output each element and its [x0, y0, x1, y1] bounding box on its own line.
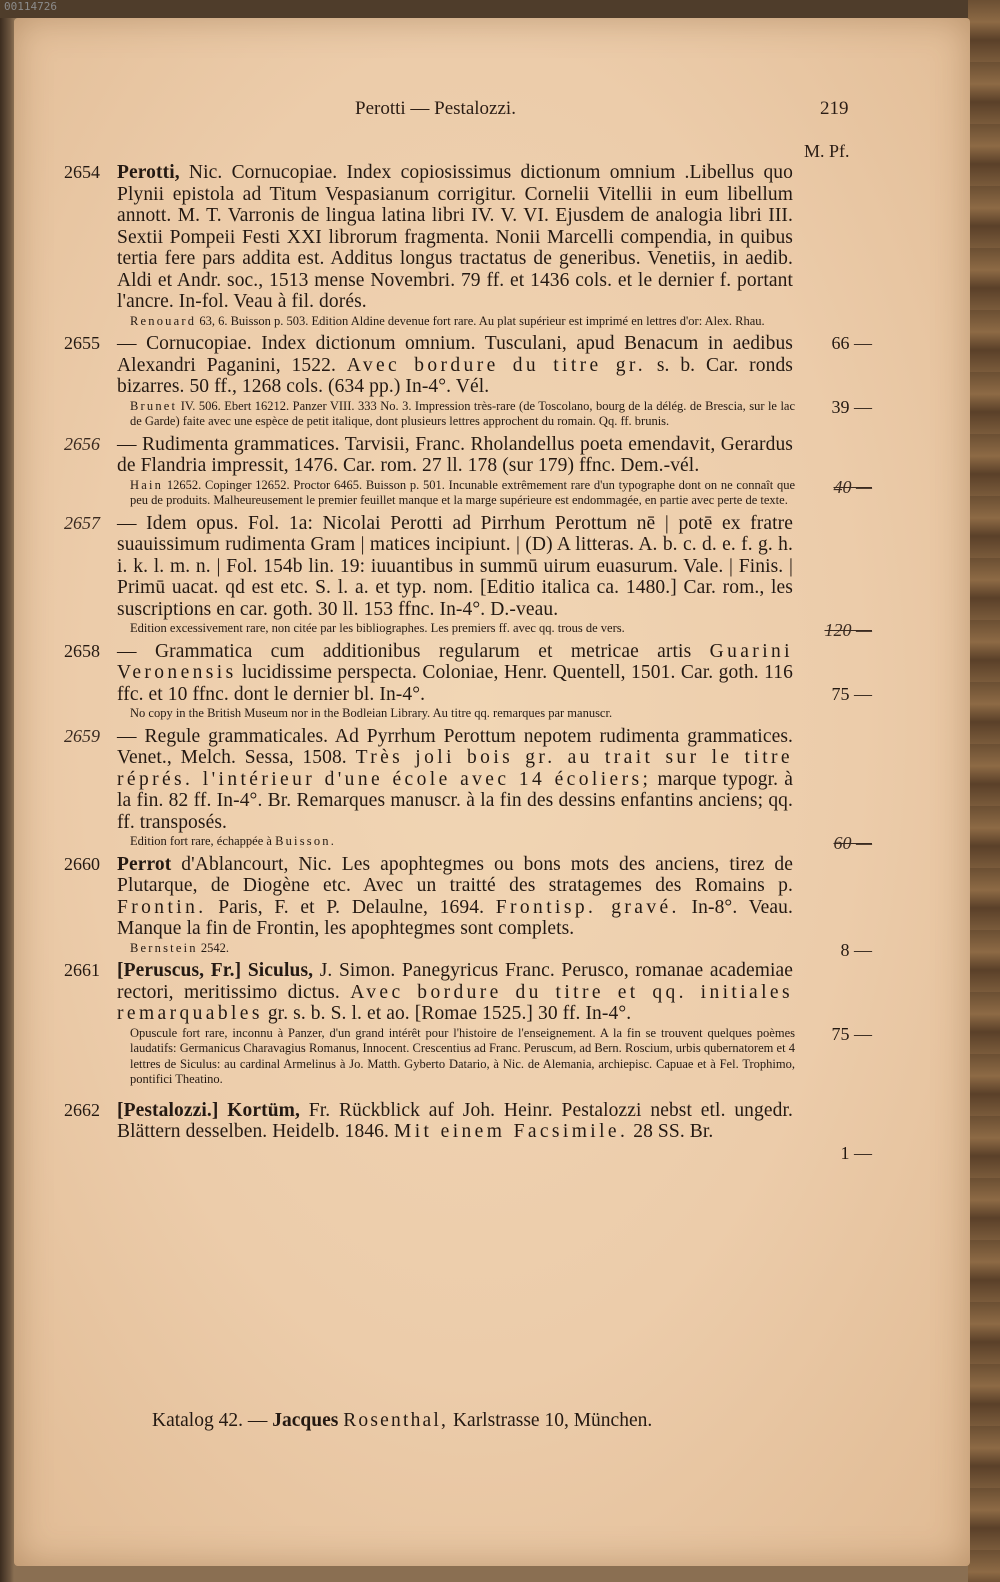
entry-description-cont: lucidissime perspecta. Coloniae, Henr. Quentell, 1501. Car. goth. 116 ffc. et 10 ffnc. dont le dernier bl. In-4°. [117, 662, 793, 705]
entry-author: Perotti, [117, 162, 180, 183]
entry-spaced-text: Avec bordure du titre gr. [346, 354, 646, 376]
entry-spaced-text: Frontin. [117, 896, 207, 918]
note-text: 12652. Copinger 12652. Proctor 6465. Buisson p. 501. Incunable extrêmement rare d'un typographe dont on ne connaît que peu de produits. Malheureusement le premier feuillet manque et la marge supérieure est endommagée, en partie avec perte de texte. [130, 477, 796, 507]
entry-price: 75 — [831, 1024, 872, 1044]
entry-price: 1 — [840, 1142, 872, 1163]
entry-description: Nic. Cornucopiae. Index copiosissimus dictionum omnium .Libellus quo Plynii epistola ad Titum Vespasianum corrigitur. Cornelii Vitellii in eum libellum annott. M. T. Varronis de lingua latina libri IV. V. VI. Ejusdem de analogia libri III. Sextii Pompeii Festi XXI librorum fragmenta. Nonii Marcelli compendia, in quibus tertia fere pars addita est. Additus longus tractatus de generibus. Venetiis, in aedib. Aldi et Andr. soc., 1513 mense Novembri. 79 ff. et 1436 cols. et le dernier f. portant l'ancre. In-fol. Veau à fil. dorés. [117, 162, 793, 312]
currency-label: M. Pf. [804, 141, 850, 161]
entry-spaced-text: Avec bordure du titre et qq. initiales remarquables [117, 981, 793, 1024]
entry-price: 120 — [824, 619, 872, 640]
entry-author: [Peruscus, Fr.] Siculus, [117, 960, 314, 981]
entry-description-cont: 28 SS. Br. [633, 1121, 714, 1142]
page-title: Perotti — Pestalozzi. [355, 98, 516, 119]
entry-text [117, 434, 793, 477]
catalog-entry [14, 960, 970, 1088]
note-reference: Hain [130, 477, 164, 492]
entry-description: — Regule grammaticales. Ad Pyrrhum Perottum nepotem rudimenta grammatices. Venet., Melch. Sessa, 1508. [117, 725, 793, 768]
entry-note [130, 706, 795, 722]
note-reference: Renouard [130, 313, 197, 328]
note-text: Edition excessivement rare, non citée par les bibliographes. Les premiers ff. avec qq. trous de vers. [130, 621, 625, 635]
entry-price: 40 — [833, 476, 872, 497]
note-reference: Bernstein [130, 940, 198, 955]
running-header [14, 98, 970, 124]
entry-number: 2656 [64, 433, 100, 454]
entry-number: 2659 [64, 725, 100, 746]
entry-description-cont: s. b. Car. ronds bizarres. 50 ff., 1268 cols. (634 pp.) In-4°. Vél. [117, 354, 793, 397]
entry-description: d'Ablancourt, Nic. Les apophtegmes ou bons mots des anciens, tirez de Plutarque, de Diogène etc. Avec un traitté des stratagemes des Romains p. [117, 853, 793, 896]
catalog-entry [14, 434, 970, 509]
note-text: 2542. [200, 940, 229, 955]
entry-number: 2658 [64, 640, 100, 661]
entry-spaced-text: Mit einem Facsimile. [394, 1121, 629, 1142]
entry-description-cont: gr. s. b. S. l. et ao. [Romae 1525.] 30 ff. In-4°. [267, 1003, 632, 1024]
entry-note [130, 314, 795, 330]
entry-text [117, 960, 793, 1025]
entry-description-cont: Paris, F. et P. Delaulne, 1694. [218, 896, 485, 918]
entry-author: Perrot [117, 853, 172, 875]
scan-id-label: 00114726 [4, 0, 57, 13]
catalog-footer [152, 1410, 852, 1432]
entry-text [117, 333, 793, 398]
entry-number: 2654 [64, 162, 100, 182]
top-edge [0, 0, 968, 18]
entry-number: 2661 [64, 960, 100, 980]
footer-prefix: Katalog 42. — [152, 1410, 268, 1431]
catalog-entry [14, 333, 970, 430]
entry-description: — Rudimenta grammatices. Tarvisii, Franc. Rholandellus poeta emendavit, Gerardus de Flandria impressit, 1476. Car. rom. 27 ll. 178 (sur 179) ffnc. Dem.-vél. [117, 433, 793, 476]
entry-description: — Idem opus. Fol. 1a: Nicolai Perotti ad Pirrhum Perottum nē | potē ex fratre suauissimum rudimenta Gram | matices incipiunt. | (D) A litteras. A. b. c. d. e. f. g. h. i. k. l. m. n. | Fol. 154b lin. 19: iuuantibus in summū uirum euasurum. Vale. | Finis. | Primū uacat. qd est etc. S. l. a. et typ. nom. [Editio italica ca. 1480.] Car. rom., les suscriptions en car. goth. 30 ll. 153 ffnc. In-4°. D.-veau. [117, 512, 793, 620]
entry-text [117, 513, 793, 621]
entry-description: — Cornucopiae. Index dictionum omnium. Tusculani, apud Benacum in aedibus Alexandri Paganini, 1522. [117, 333, 793, 376]
footer-address: Karlstrasse 10, München. [452, 1410, 653, 1431]
catalog-entry [14, 725, 970, 853]
entry-author: [Pestalozzi.] Kortüm, [117, 1099, 300, 1121]
note-text: Edition fort rare, échappée à [130, 834, 272, 848]
note-reference: Brunet [130, 398, 178, 413]
entry-note [130, 621, 795, 637]
catalog-entries [14, 162, 970, 1163]
note-text: IV. 506. Ebert 16212. Panzer VIII. 333 No. 3. Impression très-rare (de Toscolano, bourg de la délég. de Brescia, sur le lac de Garde) faite avec une espèce de petit italique, dont plusieurs lettres approchent du romain. Qq. ff. brunis. [130, 398, 796, 428]
entry-note [130, 941, 795, 957]
note-reference: Buisson. [275, 834, 337, 848]
entry-description: — Grammatica cum additionibus regularum et metricae artis [117, 640, 692, 662]
entry-price: 66 — [831, 333, 872, 353]
entry-price: 75 — [831, 683, 872, 704]
footer-publisher: Rosenthal, [343, 1410, 449, 1431]
catalog-page [14, 18, 970, 1566]
entry-description: Fr. Rückblick auf Joh. Heinr. Pestalozzi nebst etl. ungedr. Blättern desselben. Heidelb. 1846. [117, 1099, 793, 1142]
entry-spaced-text: Guarini Veronensis [117, 640, 793, 683]
footer-bold: Jacques [272, 1410, 339, 1431]
catalog-entry [14, 853, 970, 960]
catalog-entry [14, 512, 970, 640]
page-number: 219 [820, 98, 849, 119]
entry-spaced-text: Très joli bois gr. au trait sur le titre réprés. l'intérieur d'une école avec 14 écoliers; [117, 747, 793, 790]
catalog-entry [14, 641, 970, 722]
entry-description: J. Simon. Panegyricus Franc. Perusco, romanae academiae rectori, meritissimo dictus. [117, 960, 793, 1003]
catalog-entry [14, 1099, 970, 1163]
entry-text [117, 162, 793, 313]
book-binding [968, 0, 1000, 1582]
entry-text [117, 641, 793, 706]
entry-price: 8 — [840, 939, 872, 960]
entry-note [130, 399, 795, 430]
entry-text [117, 726, 793, 834]
entry-number: 2660 [64, 853, 100, 874]
note-text: No copy in the British Museum nor in the Bodleian Library. Au titre qq. remarques par manuscr. [130, 706, 613, 720]
note-text: 63, 6. Buisson p. 503. Edition Aldine devenue fort rare. Au plat supérieur est imprimé en lettres d'or: Alex. Rhau. [199, 313, 765, 328]
entry-description-cont-2: In-8°. Veau. Manque la fin de Frontin, les apophtegmes sont complets. [117, 896, 793, 939]
entry-spaced-text-2: Frontisp. gravé. [495, 896, 680, 918]
entry-number: 2662 [64, 1099, 100, 1120]
entry-note [130, 478, 795, 509]
entry-number: 2657 [64, 512, 100, 533]
entry-price: 39 — [831, 397, 872, 417]
note-text: Opuscule fort rare, inconnu à Panzer, d'un grand intérêt pour l'histoire de l'enseignement. A la fin se trouvent quelques poèmes laudatifs: Germanicus Charavagius Romanus, Innocent. Crescentius ad Franc. Peruscum, ad Bern. Roscium, urbis qubernatorem et 4 lettres de Siculus: au cardinal Armelinus à Jo. Matth. Gyberto Datario, à Nic. de Alemania, archiepisc. Capuae et à Fel. Trophimo, pontifici Theatino. [130, 1025, 795, 1086]
entry-number: 2655 [64, 333, 100, 353]
entry-text [117, 854, 793, 940]
entry-price: 60 — [833, 832, 872, 853]
entry-text [117, 1100, 793, 1143]
entry-note [130, 1026, 795, 1088]
entry-description-cont: marque typogr. à la fin. 82 ff. In-4°. Br. Remarques manuscr. à la fin des dessins enfantins anciens; qq. ff. transposés. [117, 768, 793, 833]
entry-note [130, 834, 795, 850]
